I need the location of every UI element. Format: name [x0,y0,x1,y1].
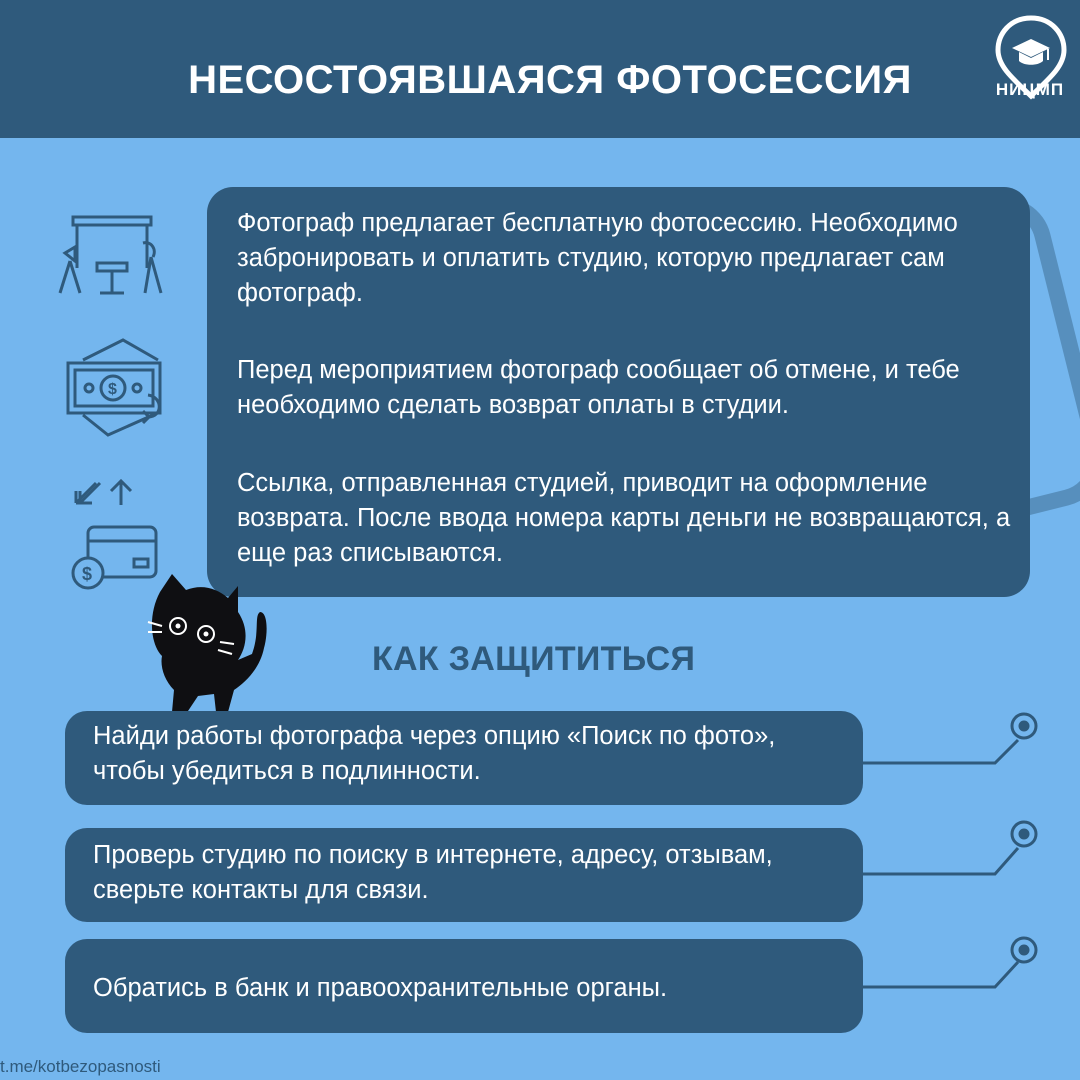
scenario-paragraph-2: Перед мероприятием фотограф сообщает об отмене, и тебе необходимо сделать возврат оплаты в студии. [237,356,960,419]
connector-1-icon [860,700,1060,780]
tip-text-3: Обратись в банк и правоохранительные органы. [93,974,668,1002]
connector-3-icon [860,924,1060,1004]
svg-text:$: $ [82,564,93,584]
photo-studio-icon [55,213,170,298]
protection-title: КАК ЗАЩИТИТЬСЯ [372,640,696,678]
scenario-paragraph-3: Ссылка, отправленная студией, приводит на оформление возврата. После ввода номера карты деньги не возвращаются, а еще раз списываются. [237,469,1011,567]
money-refund-icon [63,335,171,440]
tip-text-1: Найди работы фотографа через опцию «Поиск по фото», чтобы убедиться в подлинности. [93,722,776,785]
logo-text: НИЦМП [995,80,1065,99]
footer-link[interactable]: t.me/kotbezopasnosti [0,1057,161,1076]
cat-mascot-icon [142,572,272,722]
page-title: НЕСОСТОЯВШАЯСЯ ФОТОСЕССИЯ [188,58,912,102]
tip-text-2: Проверь студию по поиску в интернете, адресу, отзывам, сверьте контакты для связи. [93,841,773,904]
scenario-paragraph-1: Фотограф предлагает бесплатную фотосессию. Необходимо забронировать и оплатить студию, которую предлагает сам фотограф. [237,209,958,307]
svg-text:$: $ [108,381,117,398]
logo-icon [990,14,1072,124]
connector-2-icon [860,808,1060,888]
